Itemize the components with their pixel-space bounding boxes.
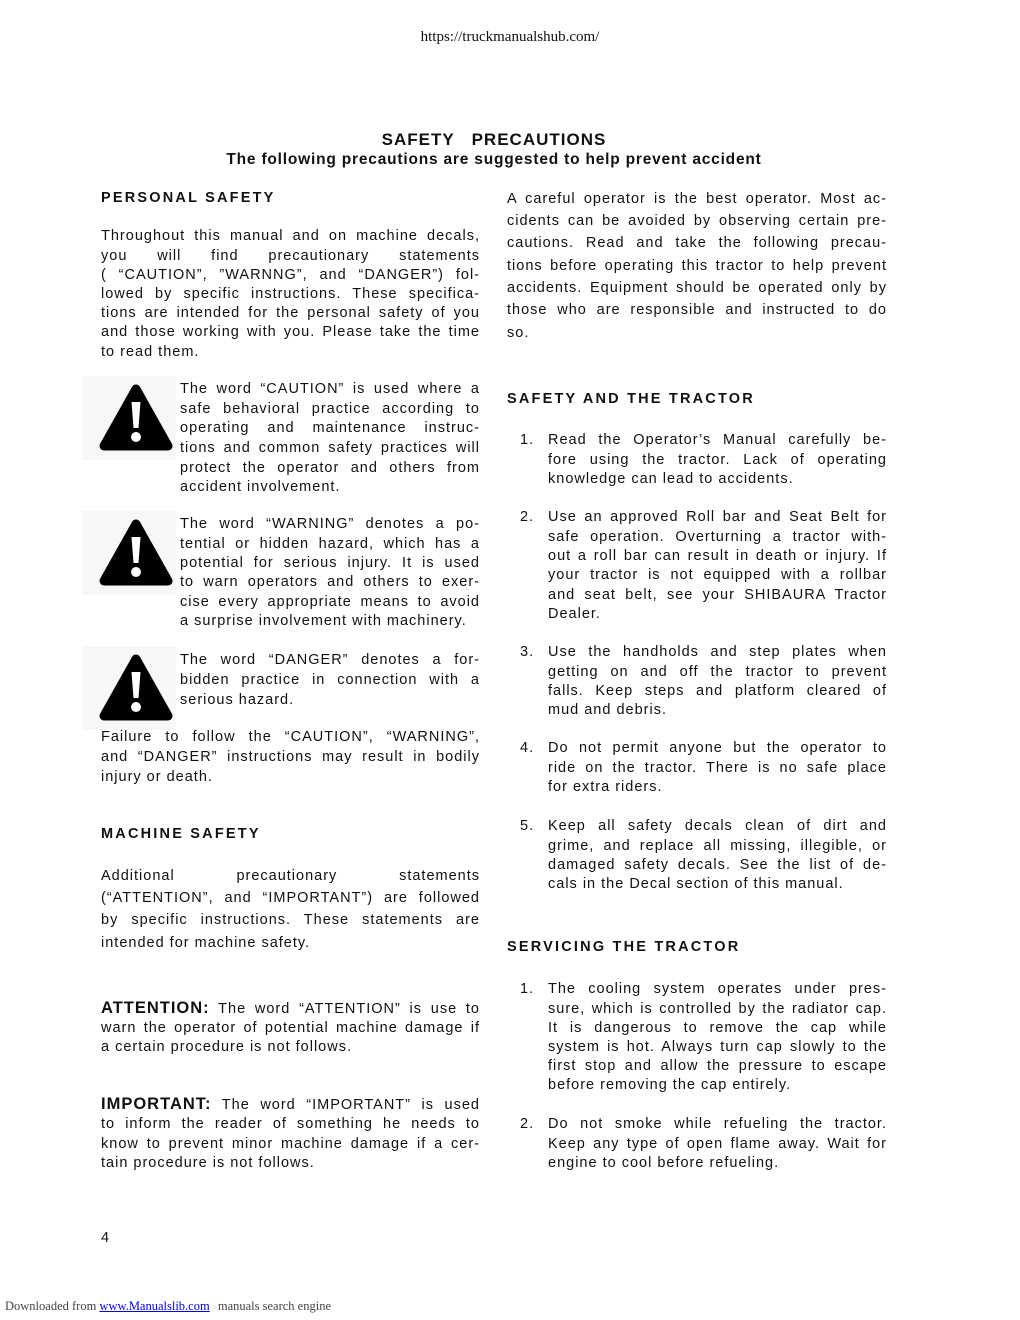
warning-triangle-icon — [99, 518, 173, 588]
failure-note-paragraph — [101, 727, 480, 787]
intro-text-line: those who are responsible and instructed to do — [507, 302, 887, 319]
item-text-line: getting on and off the tractor to prevent — [548, 663, 887, 680]
footer-prefix: Downloaded from — [5, 1299, 97, 1313]
danger-triangle-icon — [99, 653, 173, 723]
caution-text-line: operating and maintenance instruc- — [180, 420, 480, 437]
warning-text-line: cise every appropriate means to avoid — [180, 593, 480, 610]
attention-first-line-text: The word “ATTENTION” is use to — [218, 1001, 480, 1018]
intro-text-line: so. — [507, 324, 530, 341]
item-text-line: for extra riders. — [548, 779, 663, 796]
servicing-item — [507, 1115, 887, 1173]
important-continued — [101, 1115, 480, 1174]
tractor-safety-item — [507, 739, 887, 798]
failure-note-text-line: and “DANGER” instructions may result in bodily — [101, 749, 480, 765]
item-text-line: sure, which is controlled by the radiator cap. — [548, 1000, 887, 1017]
caution-icon-box — [82, 376, 176, 460]
item-text-line: before removing the cap entirely. — [548, 1077, 792, 1094]
personal-safety-text-line: to read them. — [101, 343, 200, 360]
item-text — [548, 643, 887, 720]
footer-suffix: manuals search engine — [217, 1299, 331, 1313]
warning-text-line: The word “WARNING” denotes a po- — [180, 516, 480, 533]
intro-text-line: cautions. Read and take the following precau- — [507, 235, 887, 252]
intro-text-line: A careful operator is the best operator. Most ac- — [507, 190, 887, 207]
caution-text-line: safe behavioral practice according to — [180, 400, 480, 417]
item-text-line: system is hot. Always turn cap slowly to the — [548, 1038, 887, 1055]
item-text-line: knowledge can lead to accidents. — [548, 471, 794, 488]
item-text-line: and seat belt, see your SHIBAURA Tractor — [548, 586, 887, 603]
page-title: SAFETY PRECAUTIONS — [381, 130, 607, 149]
personal-safety-text-line: and those working with you. Please take the time — [101, 324, 480, 341]
intro-text-line: accidents. Equipment should be operated only by — [507, 280, 887, 297]
personal-safety-text-line: lowed by specific instructions. These specifica- — [101, 285, 480, 302]
item-text-line: cals in the Decal section of this manual. — [548, 875, 844, 892]
attention-first-line — [101, 999, 480, 1019]
item-text-line: falls. Keep steps and platform cleared of — [548, 682, 887, 699]
caution-text-line: tions and common safety practices will — [180, 439, 480, 456]
page-number: 4 — [101, 1230, 110, 1246]
item-text-line: Do not smoke while refueling the tractor. — [548, 1116, 887, 1133]
important-text-line: know to prevent minor machine damage if a cer- — [101, 1135, 480, 1152]
item-text-line: engine to cool before refueling. — [548, 1154, 780, 1171]
danger-text-line: serious hazard. — [180, 692, 295, 708]
danger-text-line: The word “DANGER” denotes a for- — [180, 652, 480, 668]
attention-paragraph — [101, 999, 480, 1058]
download-footer — [5, 1298, 331, 1314]
machine-safety-text-line: intended for machine safety. — [101, 934, 311, 951]
machine-safety-paragraph — [101, 865, 480, 954]
item-number: 2. — [520, 1116, 535, 1133]
item-text-line: Use the handholds and step plates when — [548, 644, 887, 661]
item-text — [548, 508, 887, 624]
item-text-line: Keep any type of open flame away. Wait for — [548, 1135, 887, 1152]
servicing-the-tractor-heading: SERVICING THE TRACTOR — [507, 939, 741, 955]
warning-paragraph — [180, 515, 480, 631]
danger-paragraph — [180, 650, 480, 710]
intro-text-line: cidents can be avoided by observing certain pre- — [507, 213, 887, 230]
safety-and-the-tractor-heading: SAFETY AND THE TRACTOR — [507, 391, 755, 407]
item-text — [548, 739, 887, 798]
caution-text-line: protect the operator and others from — [180, 459, 480, 476]
attention-label: ATTENTION: — [101, 999, 210, 1018]
item-text-line: Read the Operator’s Manual carefully be- — [548, 432, 887, 449]
item-number: 3. — [520, 644, 535, 661]
machine-safety-text-line: Additional precautionary statements — [101, 867, 480, 884]
item-number: 2. — [520, 509, 535, 526]
item-text-line: out a roll bar can result in death or injury. If — [548, 547, 887, 564]
item-text-line: first stop and allow the pressure to escape — [548, 1058, 887, 1075]
warning-text-line: a surprise involvement with machinery. — [180, 613, 467, 630]
tractor-safety-item — [507, 643, 887, 720]
failure-note-text-line: injury or death. — [101, 769, 213, 785]
caution-paragraph — [180, 380, 480, 498]
item-number: 1. — [520, 981, 535, 998]
item-number: 5. — [520, 818, 535, 835]
header-url: https://truckmanualshub.com/ — [420, 29, 600, 45]
important-text-line: to inform the reader of something he needs to — [101, 1115, 480, 1132]
page-subtitle: The following precautions are suggested to help prevent accident — [226, 151, 762, 168]
item-text-line: mud and debris. — [548, 702, 667, 719]
item-text-line: ride on the tractor. There is no safe place — [548, 759, 887, 776]
failure-note-text-line: Failure to follow the “CAUTION”, “WARNING”, — [101, 729, 480, 745]
caution-text-line: The word “CAUTION” is used where a — [180, 381, 480, 398]
danger-icon-box — [82, 646, 176, 730]
item-text-line: The cooling system operates under pres- — [548, 981, 887, 998]
servicing-item — [507, 980, 887, 1095]
item-text — [548, 1115, 887, 1173]
item-number: 1. — [520, 432, 535, 449]
warning-text-line: potential for serious injury. It is used — [180, 555, 480, 572]
caution-triangle-icon — [99, 383, 173, 453]
personal-safety-text-line: tions are intended for the personal safety of you — [101, 305, 480, 322]
machine-safety-heading: MACHINE SAFETY — [101, 826, 261, 842]
important-label: IMPORTANT: — [101, 1095, 212, 1114]
important-text-line: tain procedure is not follows. — [101, 1155, 315, 1172]
personal-safety-heading: PERSONAL SAFETY — [101, 190, 276, 206]
item-text-line: damaged safety decals. See the list of de- — [548, 856, 887, 873]
item-text-line: Keep all safety decals clean of dirt and — [548, 818, 887, 835]
item-text-line: safe operation. Overturning a tractor with- — [548, 528, 887, 545]
intro-paragraph — [507, 188, 887, 344]
attention-text-line: a certain procedure is not follows. — [101, 1039, 352, 1056]
tractor-safety-item — [507, 508, 887, 624]
tractor-safety-item — [507, 431, 887, 490]
item-text — [548, 431, 887, 490]
important-paragraph — [101, 1095, 480, 1174]
item-text-line: your tractor is not equipped with a rollbar — [548, 567, 887, 584]
warning-icon-box — [82, 511, 176, 595]
item-text-line: It is dangerous to remove the cap while — [548, 1019, 887, 1036]
item-text — [548, 817, 887, 894]
item-text-line: Dealer. — [548, 605, 601, 622]
danger-text-line: bidden practice in connection with a — [180, 672, 480, 688]
item-number: 4. — [520, 740, 535, 757]
personal-safety-text-line: Throughout this manual and on machine decals, — [101, 228, 480, 245]
item-text-line: Use an approved Roll bar and Seat Belt for — [548, 509, 887, 526]
tractor-safety-item — [507, 817, 887, 894]
machine-safety-text-line: by specific instructions. These statements are — [101, 912, 480, 929]
personal-safety-text-line: you will find precautionary statements — [101, 247, 480, 264]
attention-continued — [101, 1019, 480, 1058]
attention-text-line: warn the operator of potential machine damage if — [101, 1019, 480, 1036]
warning-text-line: tential or hidden hazard, which has a — [180, 535, 480, 552]
warning-text-line: to warn operators and others to exer- — [180, 574, 480, 591]
intro-text-line: tions before operating this tractor to help prevent — [507, 257, 887, 274]
personal-safety-paragraph — [101, 227, 480, 361]
item-text-line: grime, and replace all missing, illegible, or — [548, 837, 887, 854]
personal-safety-text-line: ( “CAUTION”, ”WARNNG”, and “DANGER”) fol- — [101, 266, 480, 283]
item-text-line: Do not permit anyone but the operator to — [548, 740, 887, 757]
footer-link[interactable]: www.Manualslib.com — [99, 1299, 210, 1313]
machine-safety-text-line: (“ATTENTION”, and “IMPORTANT”) are followed — [101, 890, 480, 907]
important-first-line-text: The word “IMPORTANT” is used — [221, 1097, 480, 1114]
important-first-line — [101, 1095, 480, 1115]
item-text — [548, 980, 887, 1095]
item-text-line: fore using the tractor. Lack of operating — [548, 451, 887, 468]
caution-text-line: accident involvement. — [180, 479, 341, 496]
